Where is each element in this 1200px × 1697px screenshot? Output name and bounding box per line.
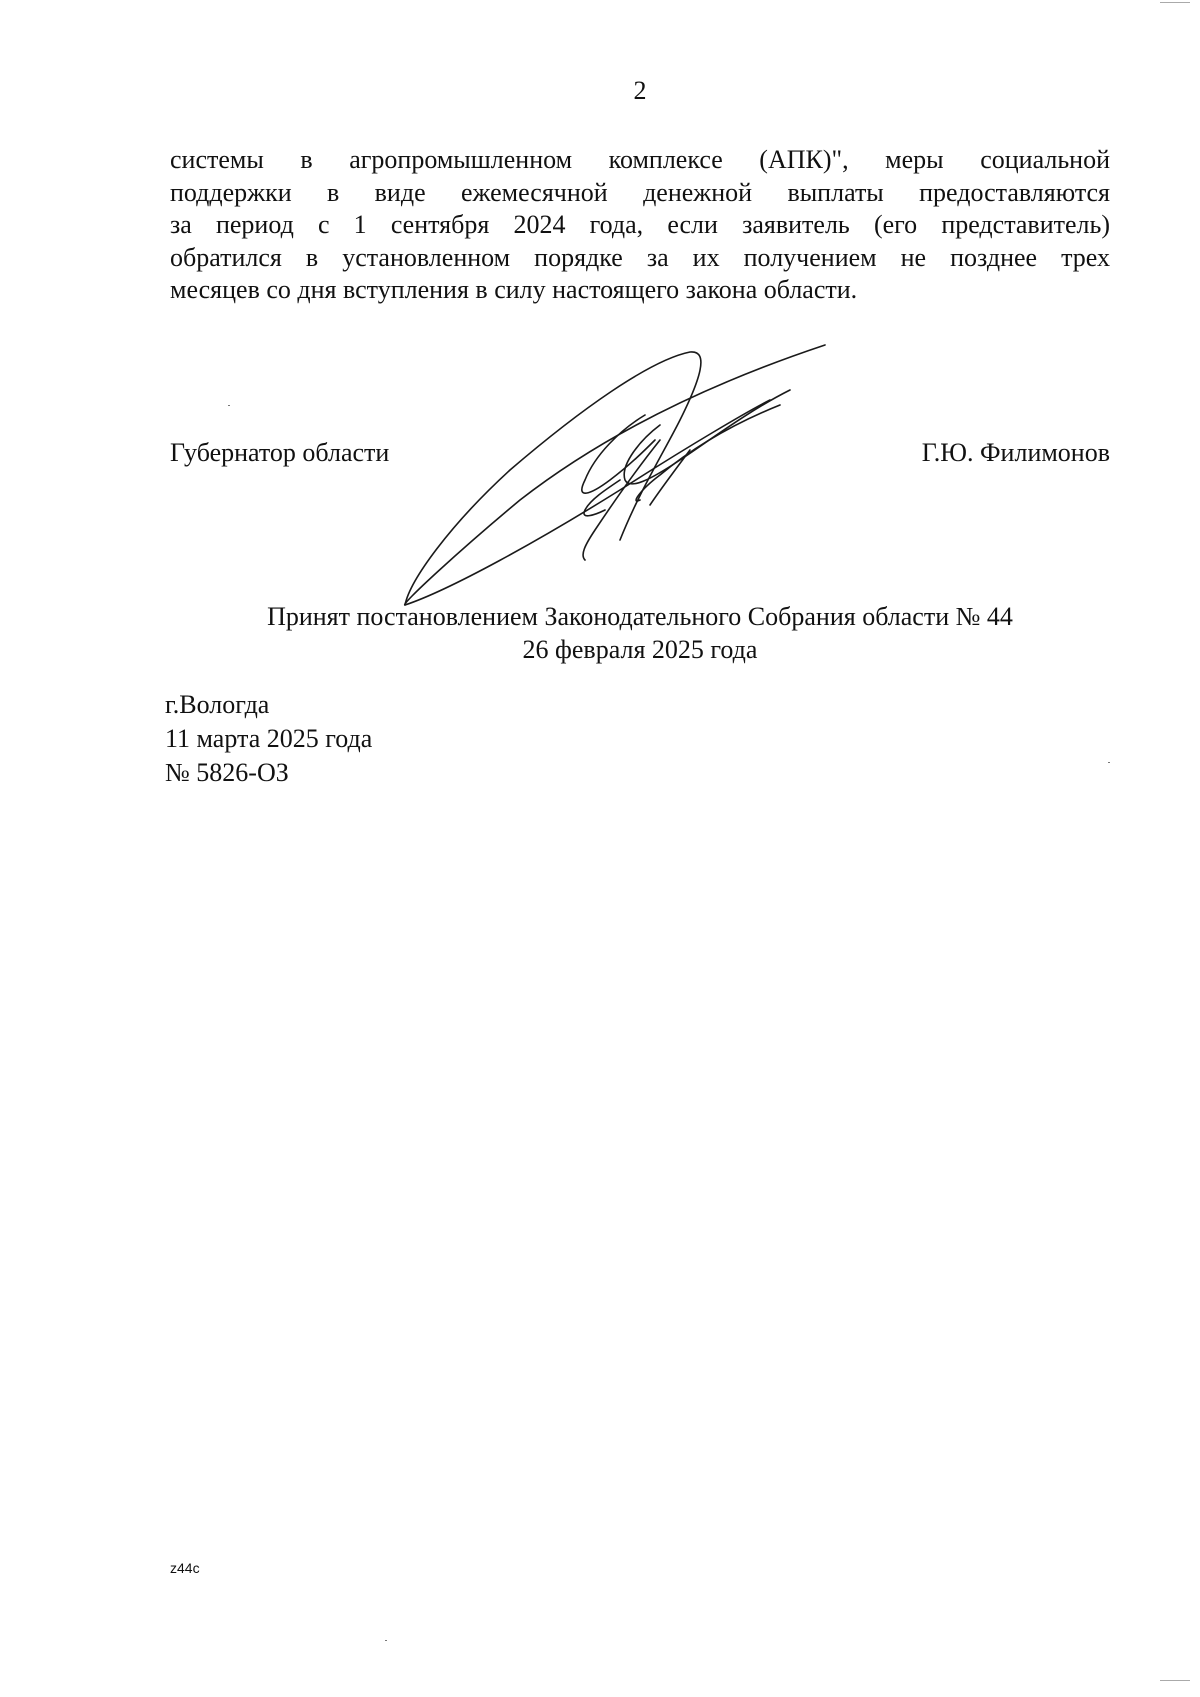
city: г.Вологда [165, 690, 270, 719]
footer-code: z44c [170, 1560, 200, 1576]
body-line: поддержки в виде ежемесячной денежной выплаты предоставляются [170, 177, 1110, 207]
scan-speck [1108, 762, 1110, 763]
adoption-line: Принят постановлением Законодательного Собрания области № 44 [267, 602, 1013, 631]
law-number: № 5826-ОЗ [165, 758, 289, 787]
scan-speck [228, 405, 230, 406]
scan-speck [1160, 1680, 1190, 1681]
adoption-date: 26 февраля 2025 года [522, 635, 758, 664]
scan-speck [385, 1640, 387, 1641]
signatory-title: Губернатор области [170, 438, 390, 467]
body-line: месяцев со дня вступления в силу настоящего закона области. [170, 275, 858, 304]
adoption-note [0, 600, 1200, 666]
signatory-name: Г.Ю. Филимонов [921, 438, 1110, 467]
body-line: обратился в установленном порядке за их получением не позднее трех [170, 242, 1110, 272]
scan-speck [1160, 2, 1190, 3]
place-date-block [165, 688, 372, 790]
page-number: 2 [633, 76, 647, 105]
body-line: системы в агропромышленном комплексе (АПК)", меры социальной [170, 145, 1110, 174]
handwritten-signature [390, 340, 830, 620]
body-paragraph [170, 144, 1110, 307]
signing-date: 11 марта 2025 года [165, 724, 373, 753]
body-line: за период с 1 сентября 2024 года, если заявитель (его представитель) [170, 210, 1110, 239]
